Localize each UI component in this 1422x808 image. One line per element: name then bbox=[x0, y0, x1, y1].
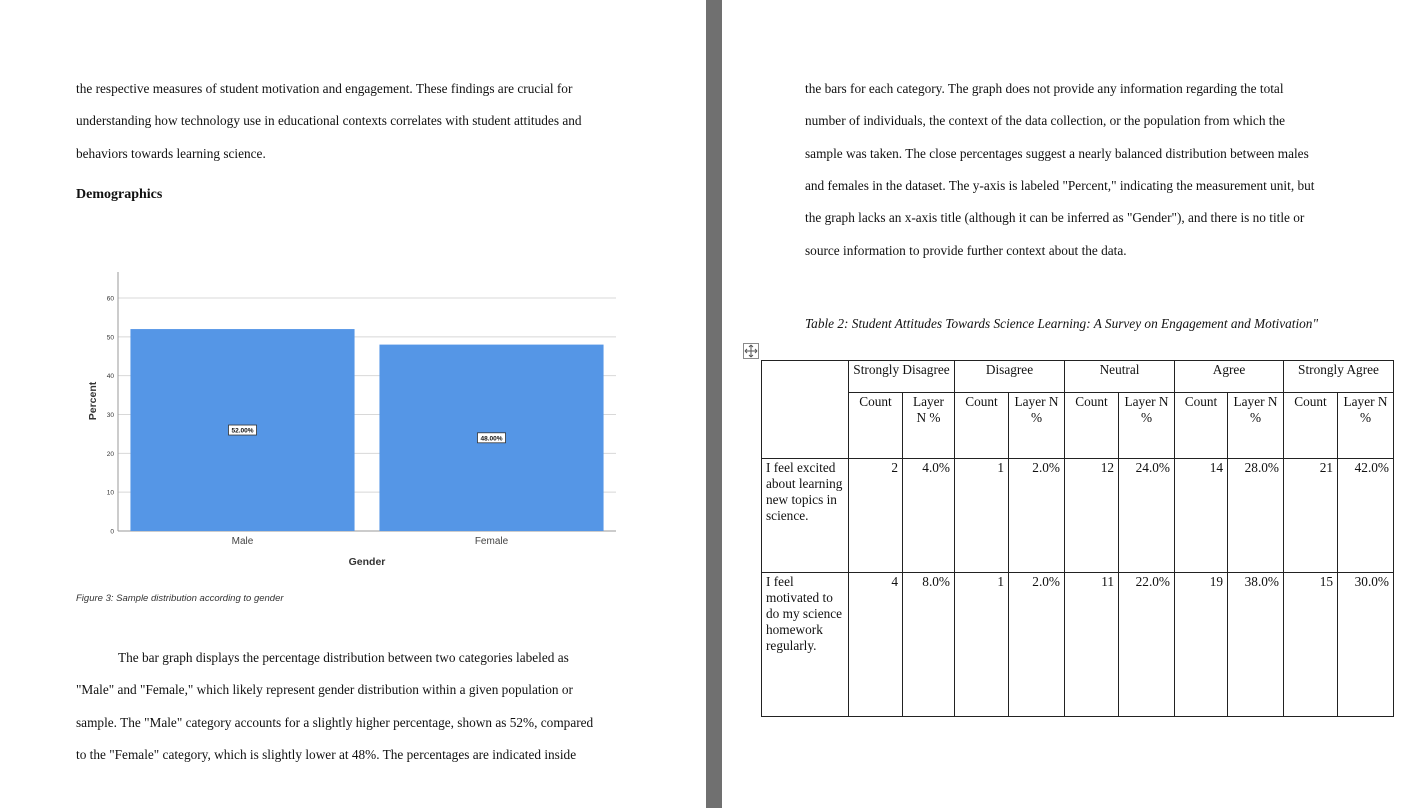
y-tick-label: 30 bbox=[106, 412, 114, 419]
cell-count: 1 bbox=[955, 573, 1009, 717]
data-label: 52.00% bbox=[231, 427, 254, 435]
cell-percent: 2.0% bbox=[1009, 573, 1065, 717]
figure-caption: Figure 3: Sample distribution according to gender bbox=[76, 593, 284, 604]
row-label: I feel motivated to do my science homework regularly. bbox=[762, 573, 849, 717]
body-text-line: The bar graph displays the percentage distribution between two categories labeled as bbox=[118, 650, 569, 665]
body-text-line: and females in the dataset. The y-axis is labeled "Percent," indicating the measurement unit, but bbox=[805, 178, 1315, 193]
document-page-left bbox=[0, 0, 706, 808]
table-row bbox=[762, 459, 1394, 573]
body-text-line: sample. The "Male" category accounts for a slightly higher percentage, shown as 52%, compared bbox=[76, 715, 594, 730]
y-tick-labels bbox=[107, 296, 115, 536]
cell-percent: 8.0% bbox=[903, 573, 955, 717]
survey-results-table bbox=[761, 360, 1394, 717]
cell-count: 4 bbox=[849, 573, 903, 717]
body-text-line: "Male" and "Female," which likely represent gender distribution within a given population or bbox=[76, 682, 573, 697]
sub-header-count: Count bbox=[955, 393, 1009, 459]
row-label: I feel excited about learning new topics in science. bbox=[762, 459, 849, 573]
table-move-handle[interactable] bbox=[743, 343, 759, 359]
table-corner-cell bbox=[762, 361, 849, 459]
sub-header-layer-pct: Layer N % bbox=[903, 393, 955, 459]
sub-header-count: Count bbox=[849, 393, 903, 459]
group-header-agree: Agree bbox=[1175, 361, 1284, 393]
cell-percent: 22.0% bbox=[1119, 573, 1175, 717]
cell-percent: 2.0% bbox=[1009, 459, 1065, 573]
y-axis-title: Percent bbox=[87, 381, 99, 421]
body-text-line: understanding how technology use in educational contexts correlates with student attitudes and bbox=[76, 113, 582, 128]
body-text-line: to the "Female" category, which is slightly lower at 48%. The percentages are indicated inside bbox=[76, 747, 577, 762]
gender-bar-chart bbox=[78, 266, 638, 576]
cell-count: 12 bbox=[1065, 459, 1119, 573]
group-header-strongly-agree: Strongly Agree bbox=[1284, 361, 1394, 393]
cell-percent: 28.0% bbox=[1228, 459, 1284, 573]
sub-header-count: Count bbox=[1284, 393, 1338, 459]
cell-count: 11 bbox=[1065, 573, 1119, 717]
section-heading-demographics: Demographics bbox=[76, 187, 163, 202]
sub-header-layer-pct: Layer N % bbox=[1009, 393, 1065, 459]
x-tick-label: Male bbox=[231, 536, 254, 547]
body-text-line: number of individuals, the context of the data collection, or the population from which the bbox=[805, 113, 1286, 128]
sub-header-count: Count bbox=[1065, 393, 1119, 459]
cell-percent: 42.0% bbox=[1338, 459, 1394, 573]
y-tick-label: 40 bbox=[106, 373, 114, 381]
y-tick-label: 50 bbox=[106, 334, 114, 342]
x-axis-title: Gender bbox=[348, 556, 386, 568]
page-gutter bbox=[706, 0, 722, 808]
table-row bbox=[762, 573, 1394, 717]
cell-count: 21 bbox=[1284, 459, 1338, 573]
cell-percent: 24.0% bbox=[1119, 459, 1175, 573]
group-header-strongly-disagree: Strongly Disagree bbox=[849, 361, 955, 393]
sub-header-count: Count bbox=[1175, 393, 1228, 459]
body-text-line: the graph lacks an x-axis title (although it can be inferred as "Gender"), and there is no title or bbox=[805, 210, 1305, 225]
cell-percent: 30.0% bbox=[1338, 573, 1394, 717]
data-label: 48.00% bbox=[480, 435, 503, 443]
body-text-line: the respective measures of student motivation and engagement. These findings are crucial for bbox=[76, 81, 573, 96]
cell-count: 15 bbox=[1284, 573, 1338, 717]
group-header-disagree: Disagree bbox=[955, 361, 1065, 393]
cell-percent: 38.0% bbox=[1228, 573, 1284, 717]
body-text-line: source information to provide further context about the data. bbox=[805, 243, 1127, 258]
table-caption: Table 2: Student Attitudes Towards Science Learning: A Survey on Engagement and Motivation" bbox=[805, 316, 1319, 331]
cell-count: 14 bbox=[1175, 459, 1228, 573]
cell-percent: 4.0% bbox=[903, 459, 955, 573]
cell-count: 19 bbox=[1175, 573, 1228, 717]
move-arrows-icon bbox=[744, 344, 758, 358]
sub-header-layer-pct: Layer N % bbox=[1228, 393, 1284, 459]
group-header-neutral: Neutral bbox=[1065, 361, 1175, 393]
body-text-line: behaviors towards learning science. bbox=[76, 146, 266, 161]
body-text-line: the bars for each category. The graph does not provide any information regarding the total bbox=[805, 81, 1284, 96]
sub-header-layer-pct: Layer N % bbox=[1338, 393, 1394, 459]
cell-count: 2 bbox=[849, 459, 903, 573]
body-text-line: sample was taken. The close percentages suggest a nearly balanced distribution between males bbox=[805, 146, 1309, 161]
y-tick-label: 60 bbox=[106, 295, 114, 303]
y-tick-label: 0 bbox=[110, 528, 114, 536]
y-tick-label: 20 bbox=[106, 450, 114, 458]
sub-header-layer-pct: Layer N % bbox=[1119, 393, 1175, 459]
chart-bars bbox=[130, 329, 603, 531]
y-tick-label: 10 bbox=[106, 489, 114, 497]
x-tick-labels bbox=[232, 536, 509, 547]
cell-count: 1 bbox=[955, 459, 1009, 573]
x-tick-label: Female bbox=[474, 536, 509, 547]
